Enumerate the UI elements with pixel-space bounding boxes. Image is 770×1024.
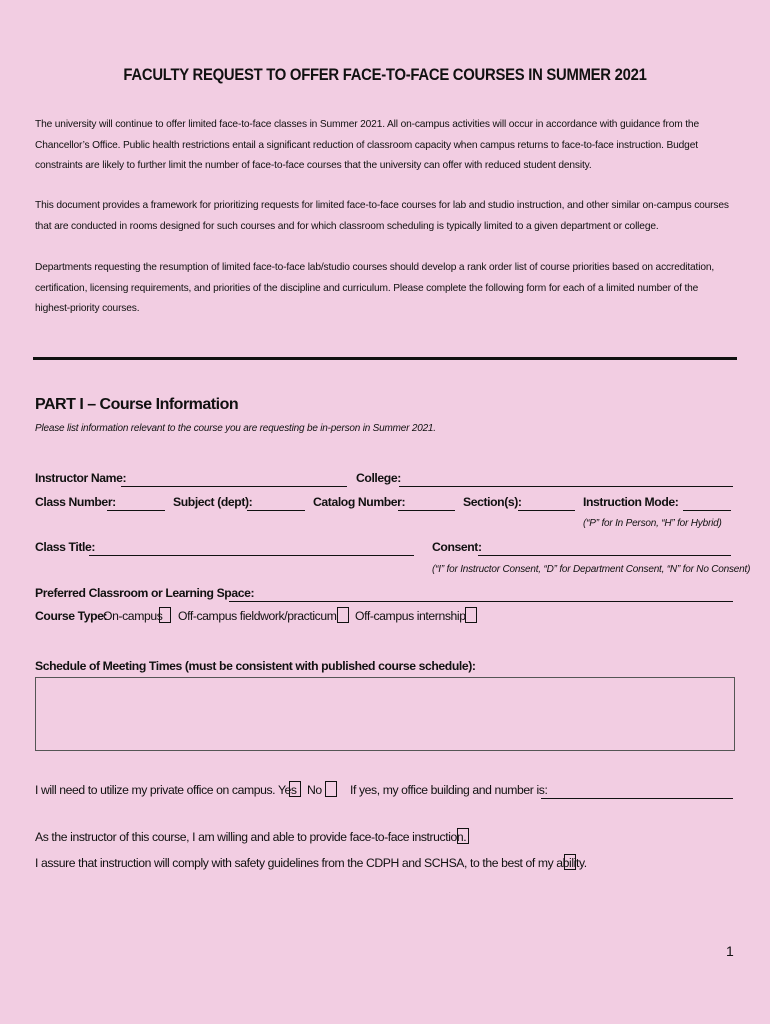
course-type-label: Course Type: bbox=[35, 609, 108, 623]
course-type-internship-label: Off-campus internship bbox=[355, 609, 466, 623]
office-no-checkbox[interactable] bbox=[325, 781, 337, 797]
preferred-classroom-label: Preferred Classroom or Learning Space: bbox=[35, 586, 255, 600]
class-title-label: Class Title: bbox=[35, 540, 95, 554]
part1-heading: PART I – Course Information bbox=[35, 396, 239, 413]
course-type-oncampus-checkbox[interactable] bbox=[159, 607, 171, 623]
consent-field[interactable] bbox=[478, 555, 731, 556]
preferred-classroom-field[interactable] bbox=[229, 601, 733, 602]
instructor-name-label: Instructor Name: bbox=[35, 471, 127, 485]
section-divider bbox=[33, 357, 737, 360]
college-label: College: bbox=[356, 471, 401, 485]
course-type-oncampus-label: On-campus bbox=[103, 609, 163, 623]
document-title: FACULTY REQUEST TO OFFER FACE-TO-FACE COURSES IN SUMMER 2021 bbox=[123, 66, 647, 84]
office-yes-checkbox[interactable] bbox=[289, 781, 301, 797]
consent-label: Consent: bbox=[432, 540, 482, 554]
course-type-internship-checkbox[interactable] bbox=[465, 607, 477, 623]
safety-statement: I assure that instruction will comply with safety guidelines from the CDPH and SCHSA, to the best of my ability. bbox=[35, 856, 587, 870]
sections-label: Section(s): bbox=[463, 495, 522, 509]
subject-label: Subject (dept): bbox=[173, 495, 253, 509]
office-building-field[interactable] bbox=[541, 798, 733, 799]
instruction-mode-field[interactable] bbox=[683, 510, 731, 511]
intro-paragraph-1: The university will continue to offer limited face-to-face classes in Summer 2021. All on-campus activities will occur in accordance with guidance from the Chancellor’s Office. Public health restrictions entail a significant reduction of classroom capacity when campus returns to face-to-face instruction. Budget constraints are likely to further limit the number of face-to-face courses that the university can offer with reduced student density. bbox=[35, 119, 699, 171]
class-number-label: Class Number: bbox=[35, 495, 116, 509]
class-title-field[interactable] bbox=[89, 555, 414, 556]
consent-hint: (“I” for Instructor Consent, “D” for Department Consent, “N” for No Consent) bbox=[432, 564, 751, 575]
safety-checkbox[interactable] bbox=[564, 854, 576, 870]
college-field[interactable] bbox=[399, 486, 733, 487]
page-number: 1 bbox=[726, 943, 734, 959]
willing-checkbox[interactable] bbox=[457, 828, 469, 844]
instruction-mode-label: Instruction Mode: bbox=[583, 495, 679, 509]
schedule-textbox[interactable] bbox=[35, 677, 735, 751]
office-building-label: If yes, my office building and number is: bbox=[350, 783, 548, 797]
sections-field[interactable] bbox=[518, 510, 575, 511]
class-number-field[interactable] bbox=[107, 510, 165, 511]
office-no-label: No bbox=[307, 783, 322, 797]
intro-paragraph-3: Departments requesting the resumption of limited face-to-face lab/studio courses should develop a rank order list of course priorities based on accreditation, certification, licensing requirements, and priorities of the discipline and curriculum. Please complete the following form for each of a limited number of the highest-priority courses. bbox=[35, 262, 715, 314]
office-question: I will need to utilize my private office on campus. Yes bbox=[35, 783, 297, 797]
schedule-label: Schedule of Meeting Times (must be consistent with published course schedule): bbox=[35, 659, 476, 673]
instruction-mode-hint: (“P” for In Person, “H” for Hybrid) bbox=[583, 518, 722, 529]
catalog-number-field[interactable] bbox=[398, 510, 455, 511]
catalog-number-label: Catalog Number: bbox=[313, 495, 406, 509]
course-type-fieldwork-label: Off-campus fieldwork/practicum bbox=[178, 609, 337, 623]
willing-statement: As the instructor of this course, I am willing and able to provide face-to-face instruction. bbox=[35, 830, 467, 844]
intro-paragraph-2: This document provides a framework for prioritizing requests for limited face-to-face courses for lab and studio instruction, and other similar on-campus courses that are conducted in rooms designed for such courses and for which classroom scheduling is typically limited to a given department or college. bbox=[35, 200, 729, 232]
part1-instructions: Please list information relevant to the course you are requesting be in-person in Summer 2021. bbox=[35, 423, 436, 434]
subject-field[interactable] bbox=[247, 510, 305, 511]
instructor-name-field[interactable] bbox=[121, 486, 347, 487]
course-type-fieldwork-checkbox[interactable] bbox=[337, 607, 349, 623]
